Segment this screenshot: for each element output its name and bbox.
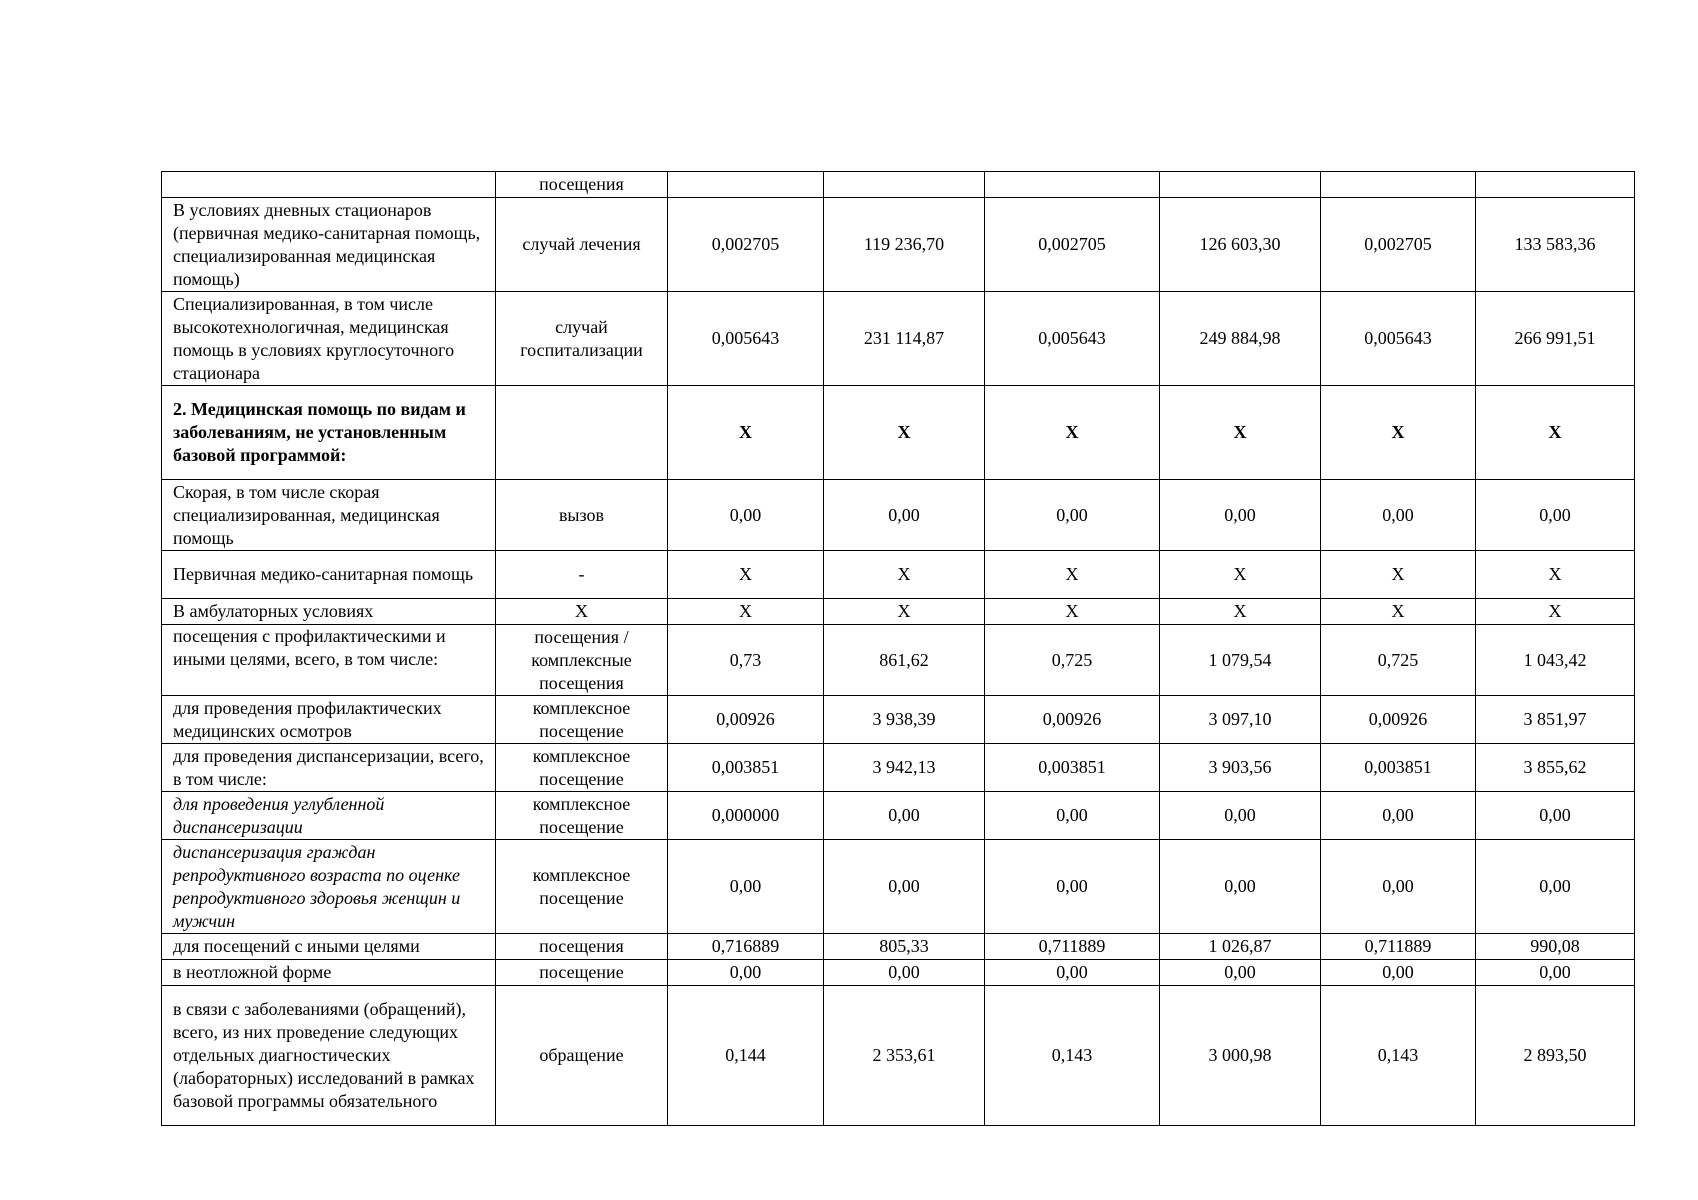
cell-value: 0,00 [668, 480, 824, 551]
table-row [162, 198, 1635, 292]
cell-value: 249 884,98 [1160, 292, 1321, 386]
cell-value: Х [985, 386, 1160, 480]
row-unit: посещения / комплексные посещения [496, 625, 668, 696]
cell-value: 0,00 [824, 480, 985, 551]
cell-value: 0,00 [1476, 480, 1635, 551]
cell-value: Х [1321, 551, 1476, 599]
cell-value: 231 114,87 [824, 292, 985, 386]
cell-value: 0,00 [824, 960, 985, 986]
data-table [161, 171, 1635, 1126]
cell-value: 3 851,97 [1476, 696, 1635, 744]
cell-value: Х [1476, 551, 1635, 599]
cell-value: 3 942,13 [824, 744, 985, 792]
cell-value: 0,725 [1321, 625, 1476, 696]
cell-value: 1 043,42 [1476, 625, 1635, 696]
cell-value: 0,00 [985, 480, 1160, 551]
cell-value: 0,00926 [668, 696, 824, 744]
cell-value: 0,005643 [668, 292, 824, 386]
row-unit [496, 386, 668, 480]
table-row [162, 792, 1635, 840]
table-row [162, 551, 1635, 599]
cell-value: 0,00926 [1321, 696, 1476, 744]
cell-value: 1 026,87 [1160, 934, 1321, 960]
row-unit: посещения [496, 934, 668, 960]
cell-value: 0,00 [1160, 480, 1321, 551]
table-row [162, 386, 1635, 480]
row-name: для проведения углубленной диспансеризации [162, 792, 496, 840]
cell-value: 0,003851 [985, 744, 1160, 792]
cell-value: 0,73 [668, 625, 824, 696]
cell-value: 0,002705 [1321, 198, 1476, 292]
cell-value: 3 855,62 [1476, 744, 1635, 792]
cell-value: 3 097,10 [1160, 696, 1321, 744]
table-row [162, 696, 1635, 744]
cell-value: 0,144 [668, 986, 824, 1126]
cell-value: 119 236,70 [824, 198, 985, 292]
table-row [162, 172, 1635, 198]
cell-value: 0,716889 [668, 934, 824, 960]
cell-value: 0,00 [1160, 960, 1321, 986]
cell-value: 805,33 [824, 934, 985, 960]
cell-value: 0,00 [1160, 840, 1321, 934]
cell-value: Х [824, 551, 985, 599]
table-row [162, 292, 1635, 386]
section-heading: 2. Медицинская помощь по видам и заболеваниям, не установленным базовой программой: [162, 386, 496, 480]
cell-value: 990,08 [1476, 934, 1635, 960]
cell-value: Х [824, 599, 985, 625]
row-name: Скорая, в том числе скорая специализированная, медицинская помощь [162, 480, 496, 551]
row-unit: комплексное посещение [496, 792, 668, 840]
table-row [162, 934, 1635, 960]
cell-value [824, 172, 985, 198]
cell-value: Х [1476, 386, 1635, 480]
cell-value: 0,00 [824, 840, 985, 934]
cell-value: Х [1160, 386, 1321, 480]
row-name: посещения с профилактическими и иными целями, всего, в том числе: [162, 625, 496, 696]
cell-value: 2 353,61 [824, 986, 985, 1126]
row-name [162, 172, 496, 198]
row-unit: комплексное посещение [496, 840, 668, 934]
row-name: Специализированная, в том числе высокотехнологичная, медицинская помощь в условиях круглосуточного стационара [162, 292, 496, 386]
row-unit: случай лечения [496, 198, 668, 292]
cell-value: 0,00 [1321, 960, 1476, 986]
cell-value: Х [824, 386, 985, 480]
cell-value: Х [1476, 599, 1635, 625]
row-name: в связи с заболеваниями (обращений), всего, из них проведение следующих отдельных диагностических (лабораторных) исследований в рамках базовой программы обязательного [162, 986, 496, 1126]
cell-value: 3 000,98 [1160, 986, 1321, 1126]
cell-value: 3 938,39 [824, 696, 985, 744]
cell-value: 266 991,51 [1476, 292, 1635, 386]
cell-value [985, 172, 1160, 198]
cell-value: 0,143 [985, 986, 1160, 1126]
cell-value: Х [668, 599, 824, 625]
cell-value: 0,002705 [668, 198, 824, 292]
cell-value: 0,00 [1321, 840, 1476, 934]
cell-value: 861,62 [824, 625, 985, 696]
cell-value: 0,00 [985, 792, 1160, 840]
cell-value: 0,00 [985, 840, 1160, 934]
cell-value: 0,003851 [668, 744, 824, 792]
cell-value: 0,003851 [1321, 744, 1476, 792]
cell-value [1321, 172, 1476, 198]
cell-value: 0,00 [1476, 840, 1635, 934]
cell-value: 3 903,56 [1160, 744, 1321, 792]
row-name: диспансеризация граждан репродуктивного возраста по оценке репродуктивного здоровья женщин и мужчин [162, 840, 496, 934]
cell-value: 0,000000 [668, 792, 824, 840]
cell-value: 0,00 [985, 960, 1160, 986]
cell-value: 0,711889 [985, 934, 1160, 960]
row-unit: Х [496, 599, 668, 625]
cell-value: 0,00926 [985, 696, 1160, 744]
cell-value: 133 583,36 [1476, 198, 1635, 292]
row-unit: комплексное посещение [496, 744, 668, 792]
row-unit: комплексное посещение [496, 696, 668, 744]
cell-value: Х [668, 386, 824, 480]
cell-value: 0,00 [668, 840, 824, 934]
row-unit: случай госпитализации [496, 292, 668, 386]
table-row [162, 625, 1635, 696]
cell-value: 0,005643 [1321, 292, 1476, 386]
cell-value: Х [1160, 551, 1321, 599]
table-row [162, 840, 1635, 934]
cell-value: 0,143 [1321, 986, 1476, 1126]
cell-value: 0,00 [1476, 792, 1635, 840]
row-unit: обращение [496, 986, 668, 1126]
row-name: в неотложной форме [162, 960, 496, 986]
row-name: В амбулаторных условиях [162, 599, 496, 625]
table-row [162, 744, 1635, 792]
table-row [162, 480, 1635, 551]
table-row [162, 960, 1635, 986]
cell-value: 0,725 [985, 625, 1160, 696]
row-unit: посещения [496, 172, 668, 198]
cell-value: 0,711889 [1321, 934, 1476, 960]
cell-value: Х [1321, 386, 1476, 480]
row-name: для проведения диспансеризации, всего, в том числе: [162, 744, 496, 792]
cell-value: 0,005643 [985, 292, 1160, 386]
cell-value: 1 079,54 [1160, 625, 1321, 696]
cell-value: 0,002705 [985, 198, 1160, 292]
cell-value: 0,00 [668, 960, 824, 986]
cell-value: Х [985, 599, 1160, 625]
cell-value: 0,00 [1160, 792, 1321, 840]
row-name: для проведения профилактических медицинских осмотров [162, 696, 496, 744]
row-name: В условиях дневных стационаров (первичная медико-санитарная помощь, специализированная медицинская помощь) [162, 198, 496, 292]
row-unit: посещение [496, 960, 668, 986]
cell-value [1476, 172, 1635, 198]
cell-value: 0,00 [824, 792, 985, 840]
cell-value: 126 603,30 [1160, 198, 1321, 292]
cell-value: Х [668, 551, 824, 599]
cell-value [1160, 172, 1321, 198]
row-name: Первичная медико-санитарная помощь [162, 551, 496, 599]
cell-value: 0,00 [1321, 792, 1476, 840]
cell-value: Х [1160, 599, 1321, 625]
table-row [162, 986, 1635, 1126]
row-unit: вызов [496, 480, 668, 551]
cell-value: 0,00 [1321, 480, 1476, 551]
row-name: для посещений с иными целями [162, 934, 496, 960]
cell-value: Х [985, 551, 1160, 599]
cell-value: Х [1321, 599, 1476, 625]
cell-value: 2 893,50 [1476, 986, 1635, 1126]
cell-value [668, 172, 824, 198]
row-unit: - [496, 551, 668, 599]
cell-value: 0,00 [1476, 960, 1635, 986]
table-row [162, 599, 1635, 625]
